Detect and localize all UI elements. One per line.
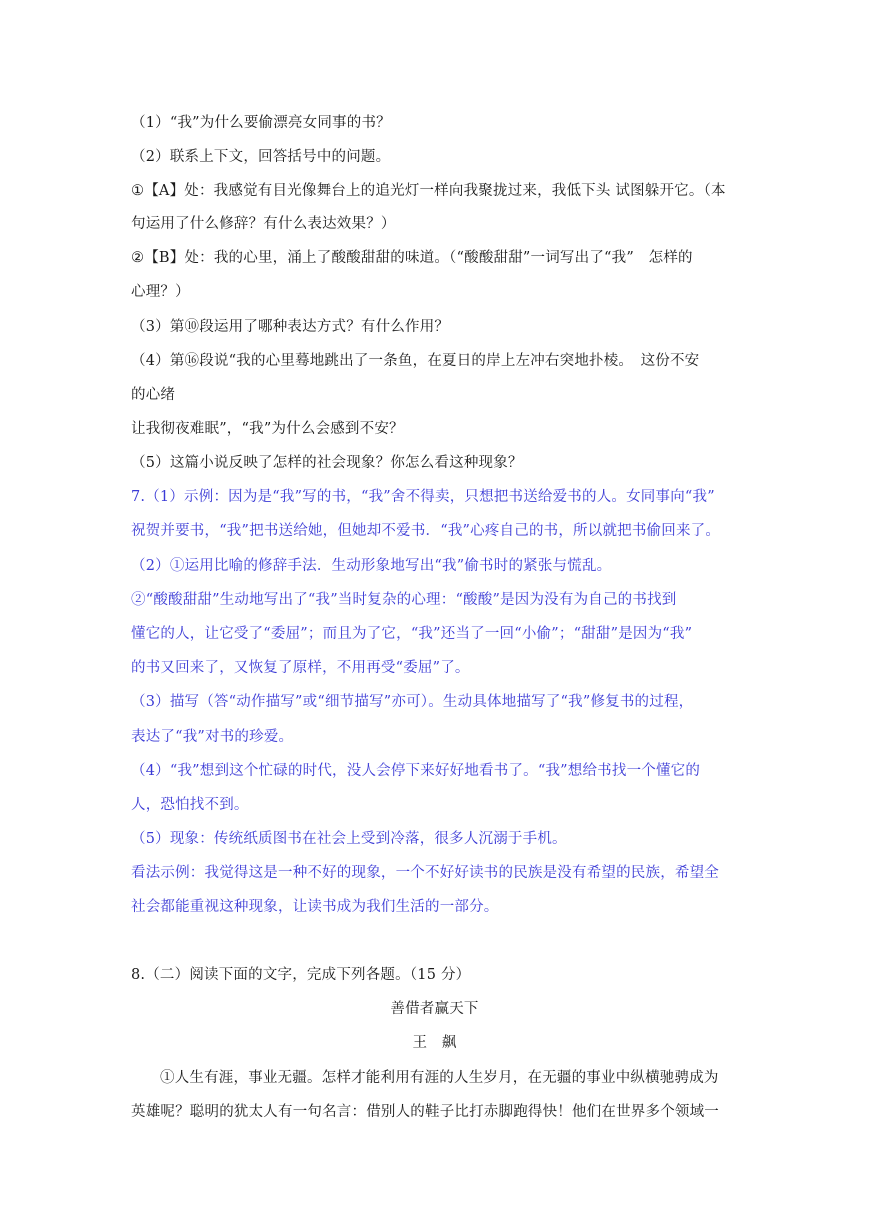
- answer-5-line-1: （5）现象：传统纸质图书在社会上受到冷落，很多人沉溺于手机。: [131, 831, 567, 847]
- article-paragraph-1-line-2: 英雄呢？聪明的犹太人有一句名言：借别人的鞋子比打赤脚跑得快！他们在世界多个领域一: [131, 1104, 719, 1120]
- question-5: （5）这篇小说反映了怎样的社会现象？你怎么看这种现象？: [131, 455, 523, 471]
- question-4-line-2: 的心绪: [131, 387, 176, 403]
- question-2: （2）联系上下文，回答括号中的问题。: [131, 149, 391, 165]
- answer-4-line-1: （4）“我”想到这个忙碌的时代，没人会停下来好好地看书了。“我”想给书找一个懂它的: [131, 763, 701, 779]
- answer-2-line-1: （2）①运用比喻的修辞手法．生动形象地写出“我”偷书时的紧张与慌乱。: [131, 558, 612, 574]
- answer-2b-line-3: 的书又回来了，又恢复了原样，不用再受“委屈”了。: [131, 660, 470, 676]
- article-author: 王 飙: [412, 1035, 457, 1051]
- answer-1-line-2: 祝贺并要书，“我”把书送给她，但她却不爱书．“我”心疼自己的书，所以就把书偷回来了。: [131, 523, 721, 539]
- question-3: （3）第⑩段运用了哪种表达方式？有什么作用？: [131, 319, 450, 335]
- question-1: （1）“我”为什么要偷漂亮女同事的书？: [131, 115, 391, 131]
- answer-3-line-1: （3）描写（答“动作描写”或“细节描写”亦可）。生动具体地描写了“我”修复书的过程，: [131, 694, 694, 710]
- question-2a-line-2: 句运用了什么修辞？有什么表达效果？）: [131, 216, 396, 232]
- answer-1-line-1: 7.（1）示例：因为是“我”写的书，“我”舍不得卖，只想把书送给爱书的人。女同事向“我”: [131, 489, 715, 505]
- question-2b-line-2: 心理？）: [131, 284, 190, 300]
- question-2a-line-1: ①【A】处：我感觉有目光像舞台上的追光灯一样向我聚拢过来，我低下头 试图躲开它。（本: [131, 183, 726, 199]
- article-paragraph-1-line-1: ①人生有涯，事业无疆。怎样才能利用有涯的人生岁月，在无疆的事业中纵横驰骋成为: [160, 1070, 719, 1086]
- article-title: 善借者赢天下: [390, 1001, 479, 1017]
- section-8-heading: 8.（二）阅读下面的文字，完成下列各题。（15 分）: [131, 967, 471, 983]
- answer-2b-line-2: 懂它的人，让它受了“委屈”；而且为了它，“我”还当了一回“小偷”；“甜甜”是因为“我”: [131, 626, 693, 642]
- answer-4-line-2: 人，恐怕找不到。: [131, 797, 249, 813]
- answer-5b-line-2: 社会都能重视这种现象，让读书成为我们生活的一部分。: [131, 899, 499, 915]
- question-2b-line-1: ②【B】处：我的心里，涌上了酸酸甜甜的味道。（“酸酸甜甜”一词写出了“我” 怎样的: [131, 250, 693, 266]
- question-4-line-1: （4）第⑯段说“我的心里蓦地跳出了一条鱼，在夏日的岸上左冲右突地扑棱。 这份不安: [131, 353, 700, 369]
- answer-5b-line-1: 看法示例：我觉得这是一种不好的现象，一个不好好读书的民族是没有希望的民族，希望全: [131, 865, 719, 881]
- answer-3-line-2: 表达了“我”对书的珍爱。: [131, 729, 294, 745]
- question-4-line-3: 让我彻夜难眠”，“我”为什么会感到不安？: [131, 421, 404, 437]
- answer-2b-line-1: ②“酸酸甜甜”生动地写出了“我”当时复杂的心理：“酸酸”是因为没有为自己的书找到: [131, 592, 677, 608]
